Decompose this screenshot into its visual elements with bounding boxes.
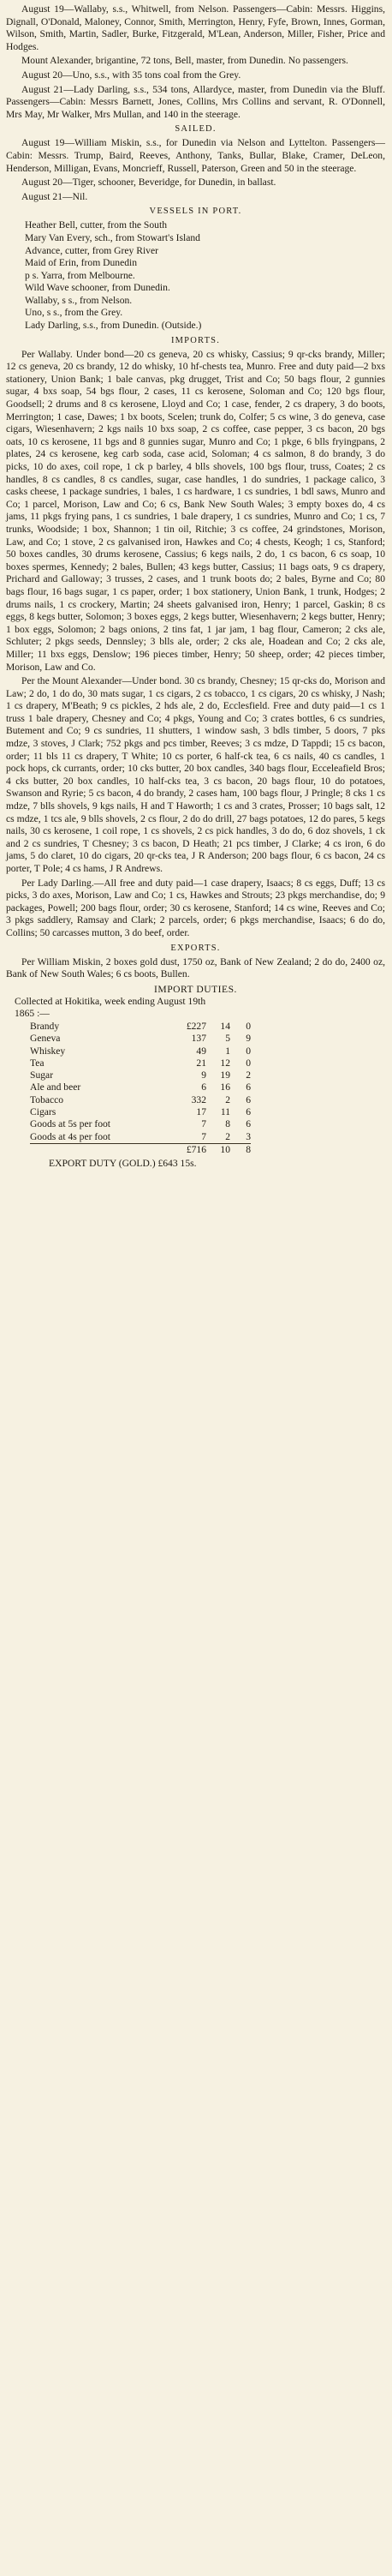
duty-item: Tea (30, 1057, 45, 1069)
duty-row (30, 1069, 251, 1081)
arrival-entry: August 20—Uno, s.s., with 35 tons coal from the Grey. (21, 69, 241, 81)
import-duties-subtitle: Collected at Hokitika, week ending August 19th (15, 995, 206, 1007)
duty-row (30, 1057, 251, 1069)
duty-item: Goods at 4s per foot (30, 1130, 111, 1142)
duty-pounds: 49 (196, 1045, 206, 1057)
duties-total-row (30, 1143, 251, 1156)
duty-pence: 6 (246, 1106, 251, 1118)
import-entry: Per Lady Darling.—All free and duty paid—1 case drapery, Isaacs; 8 cs eggs, Duff; 13 cs picks, 3 do axes, Morison, Law and Co; 1 cs, Hawkes and Strouts; 23 pkgs merchandise, do; 9 packages, Powell; 200 bags flour, order; 30 cs kerosene, Stanford; 14 cs wine, Reeves and Co; 3 pkgs saddlery, Ramsay and Clark; 2 parcels, order; 6 pkgs merchandise, Isaacs; 6 do do, Collins; 50 carcasses mutton, 3 do beef, order. (6, 877, 385, 938)
duty-shillings: 5 (225, 1033, 230, 1045)
duty-pounds: 9 (201, 1069, 206, 1081)
duty-pounds: £227 (186, 1020, 206, 1032)
duty-pounds: 21 (196, 1057, 206, 1069)
duty-row (30, 1081, 251, 1093)
vessel-item: p s. Yarra, from Melbourne. (25, 269, 135, 281)
import-duties-title: IMPORT DUTIES. (154, 983, 237, 995)
vessel-item: Uno, s s., from the Grey. (25, 307, 123, 319)
export-entry: Per William Miskin, 2 boxes gold dust, 1750 oz, Bank of New Zealand; 2 do do, 2400 oz, Bank of New South Wales; 6 cs boots, Bullen. (6, 956, 385, 980)
duty-item: Goods at 5s per foot (30, 1118, 111, 1130)
duty-shillings: 16 (220, 1081, 230, 1093)
duty-shillings: 19 (220, 1069, 230, 1081)
total-pounds: £716 (158, 1143, 206, 1156)
duty-pounds: 7 (201, 1130, 206, 1142)
vessel-item: Heather Bell, cutter, from the South (25, 219, 167, 231)
duty-pounds: 7 (201, 1118, 206, 1130)
arrivals-section (6, 3, 385, 121)
duty-shillings: 12 (220, 1057, 230, 1069)
duty-pounds: 137 (191, 1033, 206, 1045)
duty-row (30, 1045, 251, 1057)
duty-pence: 6 (246, 1118, 251, 1130)
duty-row (30, 1033, 251, 1045)
sailed-section (6, 137, 385, 203)
duty-pence: 3 (246, 1130, 251, 1142)
imports-section (6, 349, 385, 940)
duty-item: Brandy (30, 1020, 60, 1032)
imports-heading: IMPORTS. (170, 335, 221, 345)
duty-pence: 0 (246, 1057, 251, 1069)
import-entry: Per Wallaby. Under bond—20 cs geneva, 20 cs whisky, Cassius; 9 qr-cks brandy, Miller; 12 cs geneva, 20 cs brandy, 12 do whisky, 10 hf-chests tea, Munro. Free and duty paid—2 bxs stationery, Union Bank; 1 bale canvas, pkg drugget, Trist and Co; 50 bags flour, 2 gunnies sugar, 4 bxs soap, 54 bgs flour, 2 cases, 11 cs kerosene, Soloman and Co; 120 bgs flour, Goodsell; 2 drums and 8 cs kerosene, Lloyd and Co; 1 case, fender, 2 cs drapery, 3 do boots, Merrington; 1 case, Dawes; 1 bx boots, Scelen; trunk do, Colfer; 5 cs wine, 3 do geneva, case cigars, Wiesenhavern; 2 kgs nails 10 bxs soap, 2 cs coffee, case pepper, 3 cs bacon, 20 bgs oats, 10 cs kerosene, 11 bgs and 8 gunnies sugar, Munro and Co; 1 pkge, 6 blls fryingpans, 2 plates, 24 cs kerosene, keg carb soda, case acid, Soloman; 4 cs salmon, 8 do brandy, 3 do picks, 10 do axes, coil rope, 1 ck p barley, 4 blls shovels, 100 bgs flour, truss, Coates; 2 cs handles, 8 cs candles, 8 cs candles, sugar, case handles, 1 do sundries, 1 package calico, 3 casks cheese, 1 package sundries, 1 bales, 1 cs hardware, 1 cs sundries, 1 bdl saws, Munro and Co; 1 parcel, Morison, Law and Co; 6 cs, Bank New South Wales; 3 empty boxes do, 4 cs jams, 11 pkgs frying pans, 1 cs sundries, 1 bale drapery, 1 cs sundries, Munro and Co; 1 cs, 7 trunks, Woodside; 1 box, Shannon; 1 tin oil, Ritchie; 3 cs coffee, 24 grindstones, Morison, Law, and Co; 1 stove, 2 cs galvanised iron, Hawkes and Co; 4 chests, Keogh; 1 cs, Stanford; 50 boxes candles, 30 drums kerosene, Cassius; 6 kegs nails, 2 do, 1 cs bacon, 6 cs soap, 10 boxes spermes, Kennedy; 2 bales, Bullen; 43 kegs butter, Cassius; 11 bags oats, 9 cs drapery, Prichard and Galloway; 3 trusses, 2 cases, and 1 trunk boots do; 2 bales, Byrne and Co; 80 bags flour, 16 bags sugar, 1 cs paper, order; 1 box stationery, Union Bank, 1 trunk, Hodges; 2 drums nails, 1 cs crockery, Martin; 24 sheets galvanised iron, Henry; 1 parcel, Gaskin; 8 cs eggs, 8 kegs butter, Solomon; 3 boxes eggs, 2 kegs butter, Wiesenhavern; 2 kegs butter, Henry; 1 box eggs, Solomon; 2 bags onions, 2 tins fat, 1 jar jam, 1 bag flour, Cameron; 2 cks ale, Schluter; 2 pkgs seeds, Dennsley; 3 blls ale, order; 2 cks ale, Hoadean and Co; 2 cks ale, Miller; 11 bxs eggs, Denslow; 196 pieces timber, Henry; 50 sheep, order; 42 pieces timber, Morison, Law and Co. (6, 348, 385, 673)
duty-shillings: 14 (220, 1020, 230, 1032)
duty-item: Geneva (30, 1033, 61, 1045)
duty-pence: 6 (246, 1081, 251, 1093)
vessel-item: Advance, cutter, from Grey River (25, 244, 158, 256)
exports-heading: EXPORTS. (170, 943, 221, 953)
vessel-item: Maid of Erin, from Dunedin (25, 257, 138, 269)
exports-section (6, 956, 385, 981)
duty-shillings: 8 (225, 1118, 230, 1130)
vessel-item: Lady Darling, s.s., from Dunedin. (Outside.) (25, 320, 202, 332)
sailed-entry: August 19—William Miskin, s.s., for Dunedin via Nelson and Lyttelton. Passengers—Cabin: Messrs. Trump, Baird, Reeves, Anthony, Tanks, Bullar, Blake, Cramer, DeLeon, Henderson, Milligan, Evans, Moncrieff, Russell, Paterson, Green and 50 in the steerage. (6, 137, 385, 174)
duty-item: Cigars (30, 1106, 56, 1118)
sailed-entry: August 21—Nil. (21, 190, 88, 202)
duty-item: Sugar (30, 1069, 54, 1081)
arrival-entry: August 21—Lady Darling, s.s., 534 tons, Allardyce, master, from Dunedin via the Bluff. Passengers—Cabin: Messrs Barnett, Jones, Collins, Mrs Collins and servant, R. O'Donnell, Mrs May, Mr Walker, Mrs Mullan, and 140 in the steerage. (6, 83, 385, 120)
duty-row (30, 1094, 251, 1106)
duty-pounds: 332 (191, 1093, 206, 1105)
duty-pence: 0 (246, 1020, 251, 1032)
sailed-heading: SAILED. (175, 124, 217, 135)
arrival-entry: Mount Alexander, brigantine, 72 tons, Bell, master, from Dunedin. No passengers. (21, 55, 348, 67)
duty-item: Whiskey (30, 1045, 66, 1057)
vessel-item: Mary Van Every, sch., from Stowart's Island (25, 231, 200, 243)
total-pence: 8 (230, 1143, 251, 1156)
import-entry: Per the Mount Alexander—Under bond. 30 cs brandy, Chesney; 15 qr-cks do, Morison and Law; 2 do, 1 do do, 30 mats sugar, 1 cs cigars, 2 cs tobacco, 1 cs cigars, 20 cs whisky, J Nash; 1 cs drapery, M'Beath; 9 cs pickles, 2 hds ale, 2 do, Ecclesfield. Free and duty paid—1 cs 1 truss 1 bale drapery, Chesney and Co; 4 pkgs, Young and Co; 3 crates bottles, 6 cs sundries, Butement and Co; 9 cs sundries, 11 shutters, 1 window sash, 3 bdls timber, 5 doors, 7 pks mdze, 3 stoves, J Clark; 752 pkgs and pcs timber, Reeves; 3 cs mdze, D Tappdi; 15 cs bacon, order; 11 bls 11 cs drapery, T White; 10 cs porter, 6 half-ck tea, 6 cs nails, 40 cs candles, 1 pock hops, ck currants, order; 10 cks butter, 20 box candles, 340 bags flour, Ecceleafield Bros; 4 cks butter, 20 box candles, 10 half-cks tea, 3 cs bacon, 20 bags flour, 10 do potatoes, Swanson and Ryrie; 5 cs bacon, 4 do brandy, 2 cases ham, 100 bags flour, J Pringle; 8 cks 1 cs mdze, 7 blls shovels, 9 kgs nails, H and T Haworth; 1 cs and 3 crates, Prosser; 10 bags salt, 12 cs mdze, 1 tcs ale, 9 blls shovels, 2 cs flour, 2 do do drill, 27 bags potatoes, 12 do pares, 5 kegs nails, 30 cs kerosene, 1 coil rope, 1 cs shovels, 2 cs pick handles, 3 do do, 6 doz shovels, 1 ck and 2 cs sundries, T Chesney; 3 cs bacon, D Heath; 21 pcs timber, J Clarke; 4 cs iron, 6 do jams, 5 do claret, 10 do cigars, 20 qr-cks tea, J R Anderson; 200 bags flour, 6 cs bacon, 24 cs porter, T Pole; 4 cs hams, J R Andrews. (6, 675, 385, 874)
newspaper-column (0, 0, 392, 1175)
duty-pounds: 17 (196, 1106, 206, 1118)
duty-row (30, 1131, 251, 1144)
duty-pence: 9 (246, 1033, 251, 1045)
duty-shillings: 2 (225, 1093, 230, 1105)
duty-row (30, 1021, 251, 1033)
vessel-item: Wild Wave schooner, from Dunedin. (25, 282, 170, 294)
import-duties-year: 1865 :— (15, 1008, 50, 1020)
vessels-list (6, 219, 385, 332)
total-shillings: 10 (206, 1143, 230, 1156)
duty-shillings: 1 (225, 1045, 230, 1057)
duty-row (30, 1118, 251, 1130)
duty-shillings: 11 (220, 1106, 230, 1118)
duty-shillings: 2 (225, 1130, 230, 1142)
sailed-entry: August 20—Tiger, schooner, Beveridge, for Dunedin, in ballast. (21, 177, 276, 189)
arrival-entry: August 19—Wallaby, s.s., Whitwell, from Nelson. Passengers—Cabin: Messrs. Higgins, Dignall, O'Donald, Maloney, Connor, Smith, Merrington, Henry, Fyfe, Brown, Innes, Gorman, Wilson, Smith, Martin, Sadler, Burke, Fitzgerald, M'Lean, Anderson, Miller, Fisher, Price and Hodges. (6, 3, 385, 52)
duty-pence: 0 (246, 1045, 251, 1057)
duty-item: Tobacco (30, 1093, 64, 1105)
vessel-item: Wallaby, s s., from Nelson. (25, 294, 133, 306)
duty-row (30, 1106, 251, 1118)
duty-pence: 6 (246, 1093, 251, 1105)
duty-item: Ale and beer (30, 1081, 81, 1093)
duty-pence: 2 (246, 1069, 251, 1081)
import-duties-table (30, 1021, 251, 1156)
duty-pounds: 6 (201, 1081, 206, 1093)
vessels-heading: VESSELS IN PORT. (149, 207, 242, 217)
export-duty-line: EXPORT DUTY (GOLD.) £643 15s. (49, 1158, 197, 1170)
